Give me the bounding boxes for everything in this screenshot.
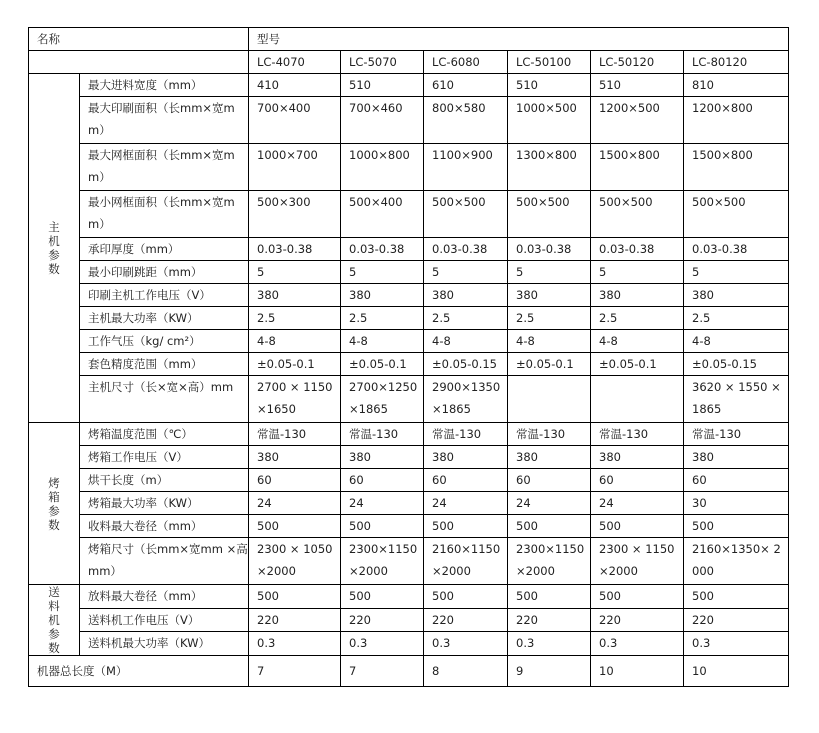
param-value: 2.5: [424, 307, 508, 330]
header-blank: [29, 51, 249, 74]
param-label: 烤箱工作电压（V）: [80, 446, 249, 469]
model-header: 型号: [249, 28, 789, 51]
param-value: 500: [591, 585, 684, 609]
param-value: 0.03-0.38: [684, 238, 789, 261]
param-value: 220: [249, 608, 341, 632]
param-label: 最大进料宽度（mm）: [80, 74, 249, 97]
param-value: 60: [591, 469, 684, 492]
param-value: 5: [341, 261, 424, 284]
param-value: 410: [249, 74, 341, 97]
param-value: 0.3: [424, 632, 508, 656]
param-value: 800×580: [424, 97, 508, 144]
param-value: [591, 376, 684, 423]
group-label-oven: [29, 423, 80, 585]
param-label: 主机最大功率（KW）: [80, 307, 249, 330]
param-value: 0.03-0.38: [424, 238, 508, 261]
spec-row: [29, 376, 789, 423]
param-label: 烤箱尺寸（长mm×宽mm ×高mm）: [80, 538, 249, 585]
param-value: 4-8: [508, 330, 591, 353]
param-value: 常温-130: [591, 423, 684, 446]
param-value: 0.3: [341, 632, 424, 656]
param-value: 500: [508, 515, 591, 538]
param-label: 最大印刷面积（长mm×宽mm）: [80, 97, 249, 144]
param-value: 380: [341, 284, 424, 307]
param-label: 印刷主机工作电压（V）: [80, 284, 249, 307]
param-value: 4-8: [591, 330, 684, 353]
param-value: 500×500: [508, 191, 591, 238]
param-value: 380: [249, 446, 341, 469]
spec-row: [29, 191, 789, 238]
param-value: 常温-130: [249, 423, 341, 446]
param-value: 500: [508, 585, 591, 609]
spec-row: [29, 353, 789, 376]
param-value: 60: [508, 469, 591, 492]
param-value: 500×500: [424, 191, 508, 238]
param-value: 0.03-0.38: [591, 238, 684, 261]
param-value: 24: [591, 492, 684, 515]
spec-row: [29, 238, 789, 261]
param-label: 送料机工作电压（V）: [80, 608, 249, 632]
param-value: 30: [684, 492, 789, 515]
param-value: 380: [591, 284, 684, 307]
param-value: 0.3: [684, 632, 789, 656]
param-value: 5: [424, 261, 508, 284]
spec-row: [29, 469, 789, 492]
param-value: 380: [684, 446, 789, 469]
param-label: 烘干长度（m）: [80, 469, 249, 492]
param-label: 承印厚度（mm）: [80, 238, 249, 261]
param-value: 500: [249, 585, 341, 609]
param-value: 1000×500: [508, 97, 591, 144]
group-label-text: 送料机参数: [48, 585, 60, 655]
total-value: 7: [249, 656, 341, 687]
param-value: 220: [424, 608, 508, 632]
param-value: 60: [684, 469, 789, 492]
param-value: 2700×1250 ×1865: [341, 376, 424, 423]
param-value: 3620 × 1550 × 1865: [684, 376, 789, 423]
param-value: 2300×1150 ×2000: [508, 538, 591, 585]
model-cell: LC-50120: [591, 51, 684, 74]
model-cell: LC-6080: [424, 51, 508, 74]
param-value: 510: [341, 74, 424, 97]
param-value: 4-8: [684, 330, 789, 353]
param-value: ±0.05-0.1: [341, 353, 424, 376]
group-label-text: 主机参数: [48, 220, 60, 276]
param-value: 380: [684, 284, 789, 307]
param-value: 1500×800: [591, 144, 684, 191]
param-value: 500×300: [249, 191, 341, 238]
spec-row: [29, 144, 789, 191]
param-label: 工作气压（kg/ cm²）: [80, 330, 249, 353]
spec-row: [29, 585, 789, 609]
param-value: 5: [249, 261, 341, 284]
param-value: 380: [341, 446, 424, 469]
param-value: 1200×500: [591, 97, 684, 144]
param-label: 套色精度范围（mm）: [80, 353, 249, 376]
param-value: ±0.05-0.1: [591, 353, 684, 376]
param-value: 2300 × 1150 ×2000: [591, 538, 684, 585]
param-value: 0.03-0.38: [508, 238, 591, 261]
param-value: 380: [591, 446, 684, 469]
total-row: [29, 656, 789, 687]
param-value: 2.5: [684, 307, 789, 330]
param-value: 2900×1350 ×1865: [424, 376, 508, 423]
param-value: 常温-130: [508, 423, 591, 446]
param-value: 2160×1150 ×2000: [424, 538, 508, 585]
total-value: 10: [684, 656, 789, 687]
param-label: 送料机最大功率（KW）: [80, 632, 249, 656]
param-value: 1500×800: [684, 144, 789, 191]
param-value: 500×400: [341, 191, 424, 238]
spec-row: [29, 492, 789, 515]
total-value: 7: [341, 656, 424, 687]
param-value: 5: [591, 261, 684, 284]
param-value: 0.3: [591, 632, 684, 656]
spec-row: [29, 97, 789, 144]
param-value: ±0.05-0.1: [508, 353, 591, 376]
model-row: [29, 51, 789, 74]
total-value: 10: [591, 656, 684, 687]
param-value: 0.03-0.38: [341, 238, 424, 261]
spec-row: [29, 446, 789, 469]
param-value: 60: [249, 469, 341, 492]
param-value: 2700 × 1150 ×1650: [249, 376, 341, 423]
param-value: 380: [424, 284, 508, 307]
total-value: 8: [424, 656, 508, 687]
param-value: 24: [424, 492, 508, 515]
model-cell: LC-5070: [341, 51, 424, 74]
param-value: 500: [249, 515, 341, 538]
param-value: 0.3: [508, 632, 591, 656]
param-label: 最小印刷跳距（mm）: [80, 261, 249, 284]
param-value: 500: [341, 515, 424, 538]
spec-row: [29, 74, 789, 97]
spec-row: [29, 608, 789, 632]
param-value: ±0.05-0.15: [684, 353, 789, 376]
param-value: 2300 × 1050 ×2000: [249, 538, 341, 585]
param-value: 380: [249, 284, 341, 307]
param-value: 2.5: [341, 307, 424, 330]
param-value: 500: [591, 515, 684, 538]
param-value: 2.5: [249, 307, 341, 330]
param-value: [508, 376, 591, 423]
model-cell: LC-4070: [249, 51, 341, 74]
param-value: 常温-130: [424, 423, 508, 446]
param-value: ±0.05-0.1: [249, 353, 341, 376]
param-value: 380: [508, 284, 591, 307]
param-label: 最大网框面积（长mm×宽mm）: [80, 144, 249, 191]
param-value: 2.5: [591, 307, 684, 330]
spec-row: [29, 261, 789, 284]
total-label: 机器总长度（M）: [29, 656, 249, 687]
spec-row: [29, 538, 789, 585]
param-value: 0.3: [249, 632, 341, 656]
spec-row: [29, 515, 789, 538]
param-value: 常温-130: [684, 423, 789, 446]
param-value: 1200×800: [684, 97, 789, 144]
param-value: 510: [508, 74, 591, 97]
param-value: 4-8: [249, 330, 341, 353]
param-value: 60: [424, 469, 508, 492]
spec-row: [29, 632, 789, 656]
param-value: 700×400: [249, 97, 341, 144]
param-value: 500×500: [591, 191, 684, 238]
spec-row: [29, 330, 789, 353]
param-value: 1300×800: [508, 144, 591, 191]
param-value: 500×500: [684, 191, 789, 238]
param-label: 烤箱最大功率（KW）: [80, 492, 249, 515]
param-value: 510: [591, 74, 684, 97]
param-value: 500: [684, 515, 789, 538]
param-value: 220: [341, 608, 424, 632]
param-value: 700×460: [341, 97, 424, 144]
param-value: 24: [249, 492, 341, 515]
param-value: 5: [508, 261, 591, 284]
param-value: 1000×700: [249, 144, 341, 191]
group-label-text: 烤箱参数: [48, 475, 60, 532]
spec-row: [29, 423, 789, 446]
param-value: 500: [684, 585, 789, 609]
param-value: 1100×900: [424, 144, 508, 191]
param-label: 烤箱温度范围（℃）: [80, 423, 249, 446]
group-label-main: [29, 74, 80, 423]
param-value: 610: [424, 74, 508, 97]
param-value: 2160×1350× 2000: [684, 538, 789, 585]
param-value: 0.03-0.38: [249, 238, 341, 261]
param-value: 220: [684, 608, 789, 632]
param-value: 1000×800: [341, 144, 424, 191]
param-label: 主机尺寸（长×宽×高）mm: [80, 376, 249, 423]
param-value: 2300×1150 ×2000: [341, 538, 424, 585]
param-label: 最小网框面积（长mm×宽mm）: [80, 191, 249, 238]
param-value: 60: [341, 469, 424, 492]
param-label: 收料最大卷径（mm）: [80, 515, 249, 538]
param-value: 常温-130: [341, 423, 424, 446]
param-value: ±0.05-0.15: [424, 353, 508, 376]
spec-row: [29, 307, 789, 330]
total-value: 9: [508, 656, 591, 687]
param-value: 220: [508, 608, 591, 632]
header-row: [29, 28, 789, 51]
param-value: 4-8: [424, 330, 508, 353]
param-value: 4-8: [341, 330, 424, 353]
param-value: 500: [341, 585, 424, 609]
param-value: 24: [508, 492, 591, 515]
model-cell: LC-50100: [508, 51, 591, 74]
name-header: 名称: [29, 28, 249, 51]
spec-table: [28, 27, 789, 687]
param-value: 380: [508, 446, 591, 469]
param-value: 5: [684, 261, 789, 284]
model-cell: LC-80120: [684, 51, 789, 74]
param-value: 380: [424, 446, 508, 469]
param-value: 500: [424, 515, 508, 538]
group-label-feeder: [29, 585, 80, 656]
param-value: 220: [591, 608, 684, 632]
param-value: 500: [424, 585, 508, 609]
param-value: 810: [684, 74, 789, 97]
spec-row: [29, 284, 789, 307]
param-label: 放料最大卷径（mm）: [80, 585, 249, 609]
param-value: 24: [341, 492, 424, 515]
param-value: 2.5: [508, 307, 591, 330]
